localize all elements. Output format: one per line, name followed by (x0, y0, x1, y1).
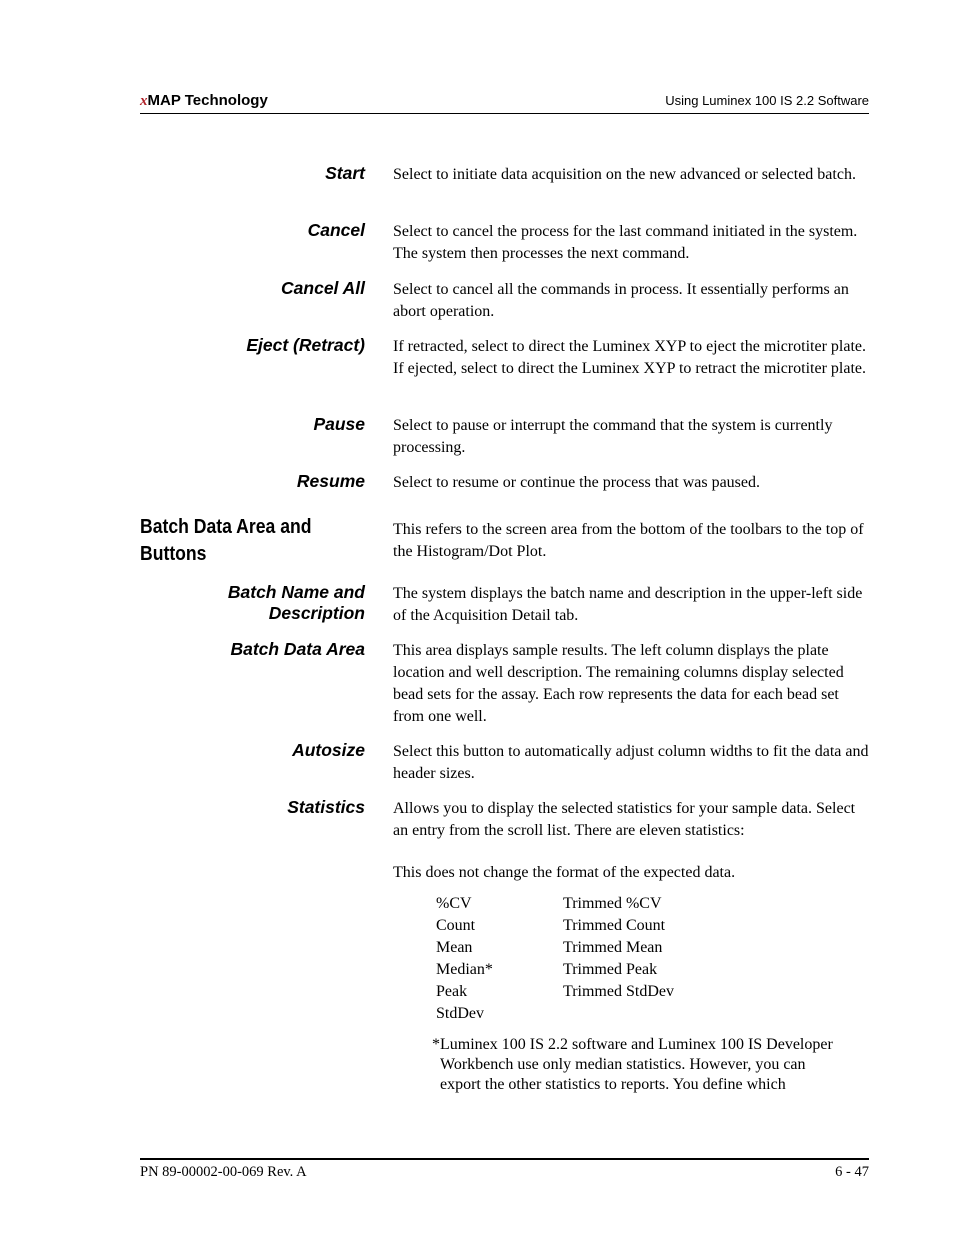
section-desc: This refers to the screen area from the bottom of the toolbars to the top of the Histogram/Dot Plot. (393, 521, 864, 560)
page-footer (140, 1158, 869, 1180)
desc-pause: Select to pause or interrupt the command that the system is currently processing. (393, 417, 833, 456)
desc-eject: If retracted, select to direct the Luminex XYP to eject the microtiter plate. If ejected, select to direct the Luminex XYP to retract the microtiter plate. (393, 338, 866, 377)
footnote: *Luminex 100 IS 2.2 software and Luminex 100 IS Developer Workbench use only median statistics. However, you can export the other statistics to reports. You define which (432, 1036, 833, 1093)
term-start: Start (325, 163, 365, 183)
term-cancel-all: Cancel All (281, 278, 365, 298)
header-title: Using Luminex 100 IS 2.2 Software (665, 93, 869, 108)
term-resume: Resume (296, 471, 365, 491)
term-autosize: Autosize (292, 740, 365, 760)
desc-cancel-all: Select to cancel all the commands in process. It essentially performs an abort operation. (393, 281, 849, 320)
desc-resume: Select to resume or continue the process that was paused. (393, 474, 760, 491)
desc-autosize: Select this button to automatically adjust column widths to fit the data and header sizes. (393, 743, 869, 782)
list-item: Count Trimmed Count (436, 917, 666, 934)
term-pause: Pause (313, 414, 365, 434)
statistics-list (436, 893, 674, 1025)
brand-logo: xMAP Technology (140, 92, 268, 109)
desc-cancel: Select to cancel the process for the last command initiated in the system. The system then processes the next command. (393, 223, 858, 262)
term-eject: Eject (Retract) (246, 335, 365, 355)
desc-start: Select to initiate data acquisition on the new advanced or selected batch. (393, 166, 856, 183)
page-header (140, 92, 869, 114)
list-item: Peak Trimmed StdDev (436, 983, 674, 1000)
page-number: 6 - 47 (835, 1164, 869, 1180)
desc-batch-data-area: This area displays sample results. The left column displays the plate location and well description. The remaining columns display selected bead sets for the assay. Each row represents the data for each bead set from one well. (393, 642, 844, 725)
list-item: Median* Trimmed Peak (436, 961, 658, 978)
term-cancel: Cancel (307, 220, 365, 240)
list-item: Mean Trimmed Mean (436, 939, 663, 956)
list-item: StdDev (436, 1005, 484, 1022)
term-statistics: Statistics (287, 797, 365, 817)
list-item: %CV Trimmed %CV (436, 895, 662, 912)
part-number: PN 89-00002-00-069 Rev. A (140, 1164, 307, 1180)
term-batch-name: Batch Name and Description (227, 582, 365, 623)
desc-statistics-note: This does not change the format of the expected data. (393, 864, 736, 881)
desc-statistics: Allows you to display the selected statistics for your sample data. Select an entry from the scroll list. There are eleven statistics: (393, 800, 856, 839)
term-batch-data-area: Batch Data Area (230, 639, 365, 659)
section-title: Batch Data Area and Buttons (140, 516, 312, 565)
desc-batch-name: The system displays the batch name and description in the upper-left side of the Acquisition Detail tab. (393, 585, 863, 624)
